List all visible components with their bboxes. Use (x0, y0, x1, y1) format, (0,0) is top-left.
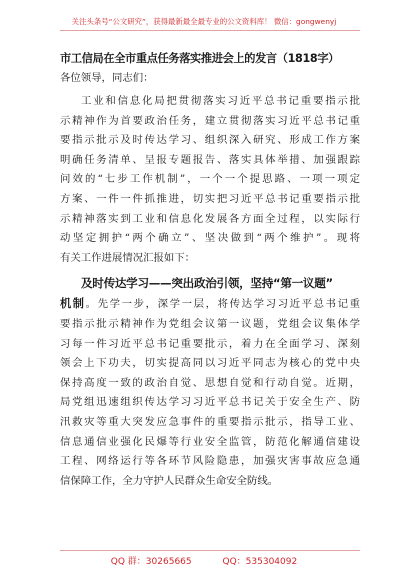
header-divider (60, 30, 360, 31)
paragraph-2 (60, 294, 360, 491)
paragraph-line: 信息通信业强化民爆等行业安全监管，防范化解通信建设 (60, 435, 360, 448)
document-title: 市工信局在全市重点任务落实推进会上的发言（1818字） (60, 52, 340, 65)
paragraph-line (60, 294, 360, 315)
footer-qq-group: QQ 群：30265665 (110, 557, 192, 567)
paragraph-line: 示精神作为首要政治任务，建立贯彻落实习近平总书记重 (60, 114, 360, 127)
paragraph-line: 要指示批示精神作为党组会议第一议题，党组会议集体学 (60, 317, 360, 330)
salutation: 各位领导，同志们： (60, 72, 154, 84)
header-banner (0, 9, 408, 28)
footer-divider (60, 550, 360, 551)
paragraph-line: 要指示批示及时传达学习、组织深入研究、形成工作方案 (60, 134, 360, 147)
paragraph-line: 保持高度一致的政治自觉、思想自觉和行动自觉。近期， (60, 376, 360, 389)
paragraph-1 (60, 92, 360, 268)
paragraph-line: 方案、一件一件抓推进，切实把习近平总书记重要指示批 (60, 192, 360, 205)
paragraph-line: 信保障工作，全力守护人民群众生命安全防线。 (60, 474, 279, 487)
heading-continuation: 机制 (60, 297, 86, 311)
footer (0, 554, 408, 567)
paragraph-line: 有关工作进展情况汇报如下： (60, 251, 196, 264)
paragraph-line: 局党组迅速组织传达学习习近平总书记关于安全生产、防 (60, 396, 360, 409)
section-heading-1: 及时传达学习——突出政治引领，坚持“第一议题” (81, 276, 333, 291)
paragraph-lead-text: 。先学一步，深学一层，将传达学习习近平总书记重 (85, 298, 360, 311)
paragraph-line: 工业和信息化局把贯彻落实习近平总书记重要指示批 (81, 95, 360, 107)
paragraph-line: 动坚定拥护“两个确立”、坚决做到“两个维护”。现将 (60, 232, 360, 245)
paragraph-line: 明确任务清单、呈报专题报告、落实具体举措、加强跟踪 (60, 153, 360, 166)
paragraph-line: 习每一件习近平总书记重要批示，着力在全面学习、深刻 (60, 337, 360, 350)
paragraph-line: 示精神落实到工业和信息化发展各方面全过程，以实际行 (60, 212, 360, 225)
paragraph-line: 汛救灾等重大突发应急事件的重要指示批示，指导工业、 (60, 415, 360, 428)
paragraph-line: 问效的“七步工作机制”，一个一个提思路、一项一项定 (60, 173, 360, 186)
footer-qq: QQ：535304092 (222, 557, 298, 567)
paragraph-line: 工程、网络运行等各环节风险隐患，加强灾害事故应急通 (60, 455, 360, 468)
document-body (60, 51, 360, 491)
paragraph-line: 领会上下功夫，切实提高同以习近平同志为核心的党中央 (60, 357, 360, 370)
header-banner-text: 关注头条号“公文研究”，获得最新最全最专业的公文资料库！ 微信：gongwenyj (71, 17, 337, 26)
